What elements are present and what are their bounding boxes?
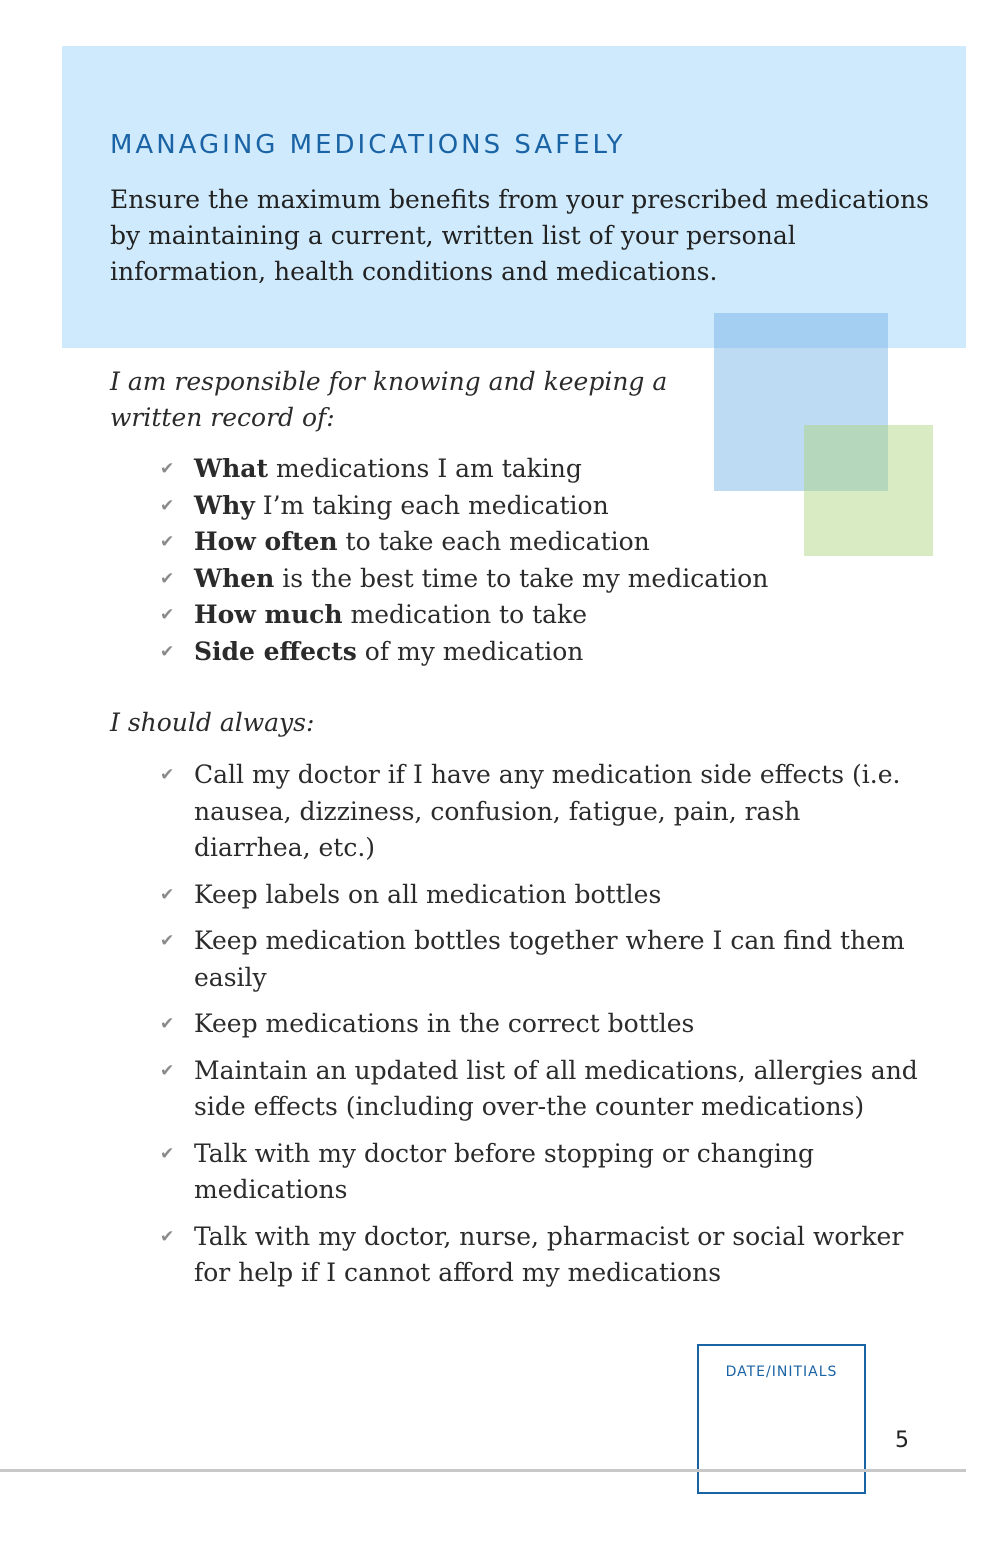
list-item — [160, 488, 860, 525]
check-icon: ✔ — [160, 931, 175, 951]
check-icon: ✔ — [160, 1014, 175, 1034]
check-icon: ✔ — [160, 884, 175, 905]
item-bold: How often — [194, 527, 338, 556]
item-text: medication to take — [342, 600, 587, 629]
list-item — [160, 757, 920, 867]
item-text: Talk with my doctor before stopping or changing medications — [194, 1138, 814, 1204]
check-icon: ✔ — [160, 765, 175, 785]
item-bold: Why — [194, 490, 255, 520]
always-lead: I should always: — [110, 708, 315, 737]
check-icon: ✔ — [160, 568, 175, 589]
list-item — [160, 524, 860, 561]
check-icon: ✔ — [160, 1226, 175, 1247]
item-text: Keep medications in the correct bottles — [194, 1009, 695, 1038]
footer-divider — [0, 1469, 966, 1472]
list-item — [160, 1136, 920, 1209]
item-text: Maintain an updated list of all medications, allergies and side effects (including over-the counter medications) — [194, 1055, 918, 1121]
list-item — [160, 1219, 920, 1292]
list-item — [160, 561, 860, 598]
always-list — [160, 757, 920, 1302]
item-text: Keep labels on all medication bottles — [194, 879, 662, 909]
list-item — [160, 1006, 920, 1043]
item-text: of my medication — [356, 636, 584, 666]
item-text: is the best time to take my medication — [274, 563, 769, 593]
item-text: Talk with my doctor, nurse, pharmacist or social worker for help if I cannot afford my medications — [194, 1221, 904, 1287]
check-icon: ✔ — [160, 1143, 175, 1164]
page-number: 5 — [895, 1428, 909, 1453]
list-item — [160, 1053, 920, 1126]
responsible-list — [160, 451, 860, 670]
item-text: to take each medication — [337, 527, 650, 556]
list-item — [160, 634, 860, 671]
item-bold: What — [194, 454, 268, 483]
page-title: MANAGING MEDICATIONS SAFELY — [110, 130, 626, 160]
intro-paragraph: Ensure the maximum benefits from your prescribed medications by maintaining a current, written list of your personal information, health conditions and medications. — [110, 185, 930, 286]
check-icon: ✔ — [160, 532, 175, 552]
date-initials-label: DATE/INITIALS — [725, 1364, 838, 1380]
list-item — [160, 923, 920, 996]
check-icon: ✔ — [160, 641, 175, 662]
responsible-lead: I am responsible for knowing and keeping a written record of: — [110, 367, 668, 432]
item-text: Call my doctor if I have any medication side effects (i.e. nausea, dizziness, confusion, fatigue, pain, rash diarrhea, etc.) — [194, 760, 901, 862]
item-bold: Side effects — [194, 636, 357, 666]
check-icon: ✔ — [160, 1060, 175, 1081]
check-icon: ✔ — [160, 605, 175, 625]
item-text: medications I am taking — [268, 454, 582, 483]
check-icon: ✔ — [160, 459, 175, 479]
check-icon: ✔ — [160, 495, 175, 516]
item-bold: How much — [194, 600, 343, 629]
list-item — [160, 451, 860, 488]
item-text: Keep medication bottles together where I can find them easily — [194, 926, 905, 992]
item-text: I’m taking each medication — [254, 490, 609, 520]
list-item — [160, 597, 860, 634]
item-bold: When — [194, 563, 275, 593]
list-item — [160, 877, 920, 914]
